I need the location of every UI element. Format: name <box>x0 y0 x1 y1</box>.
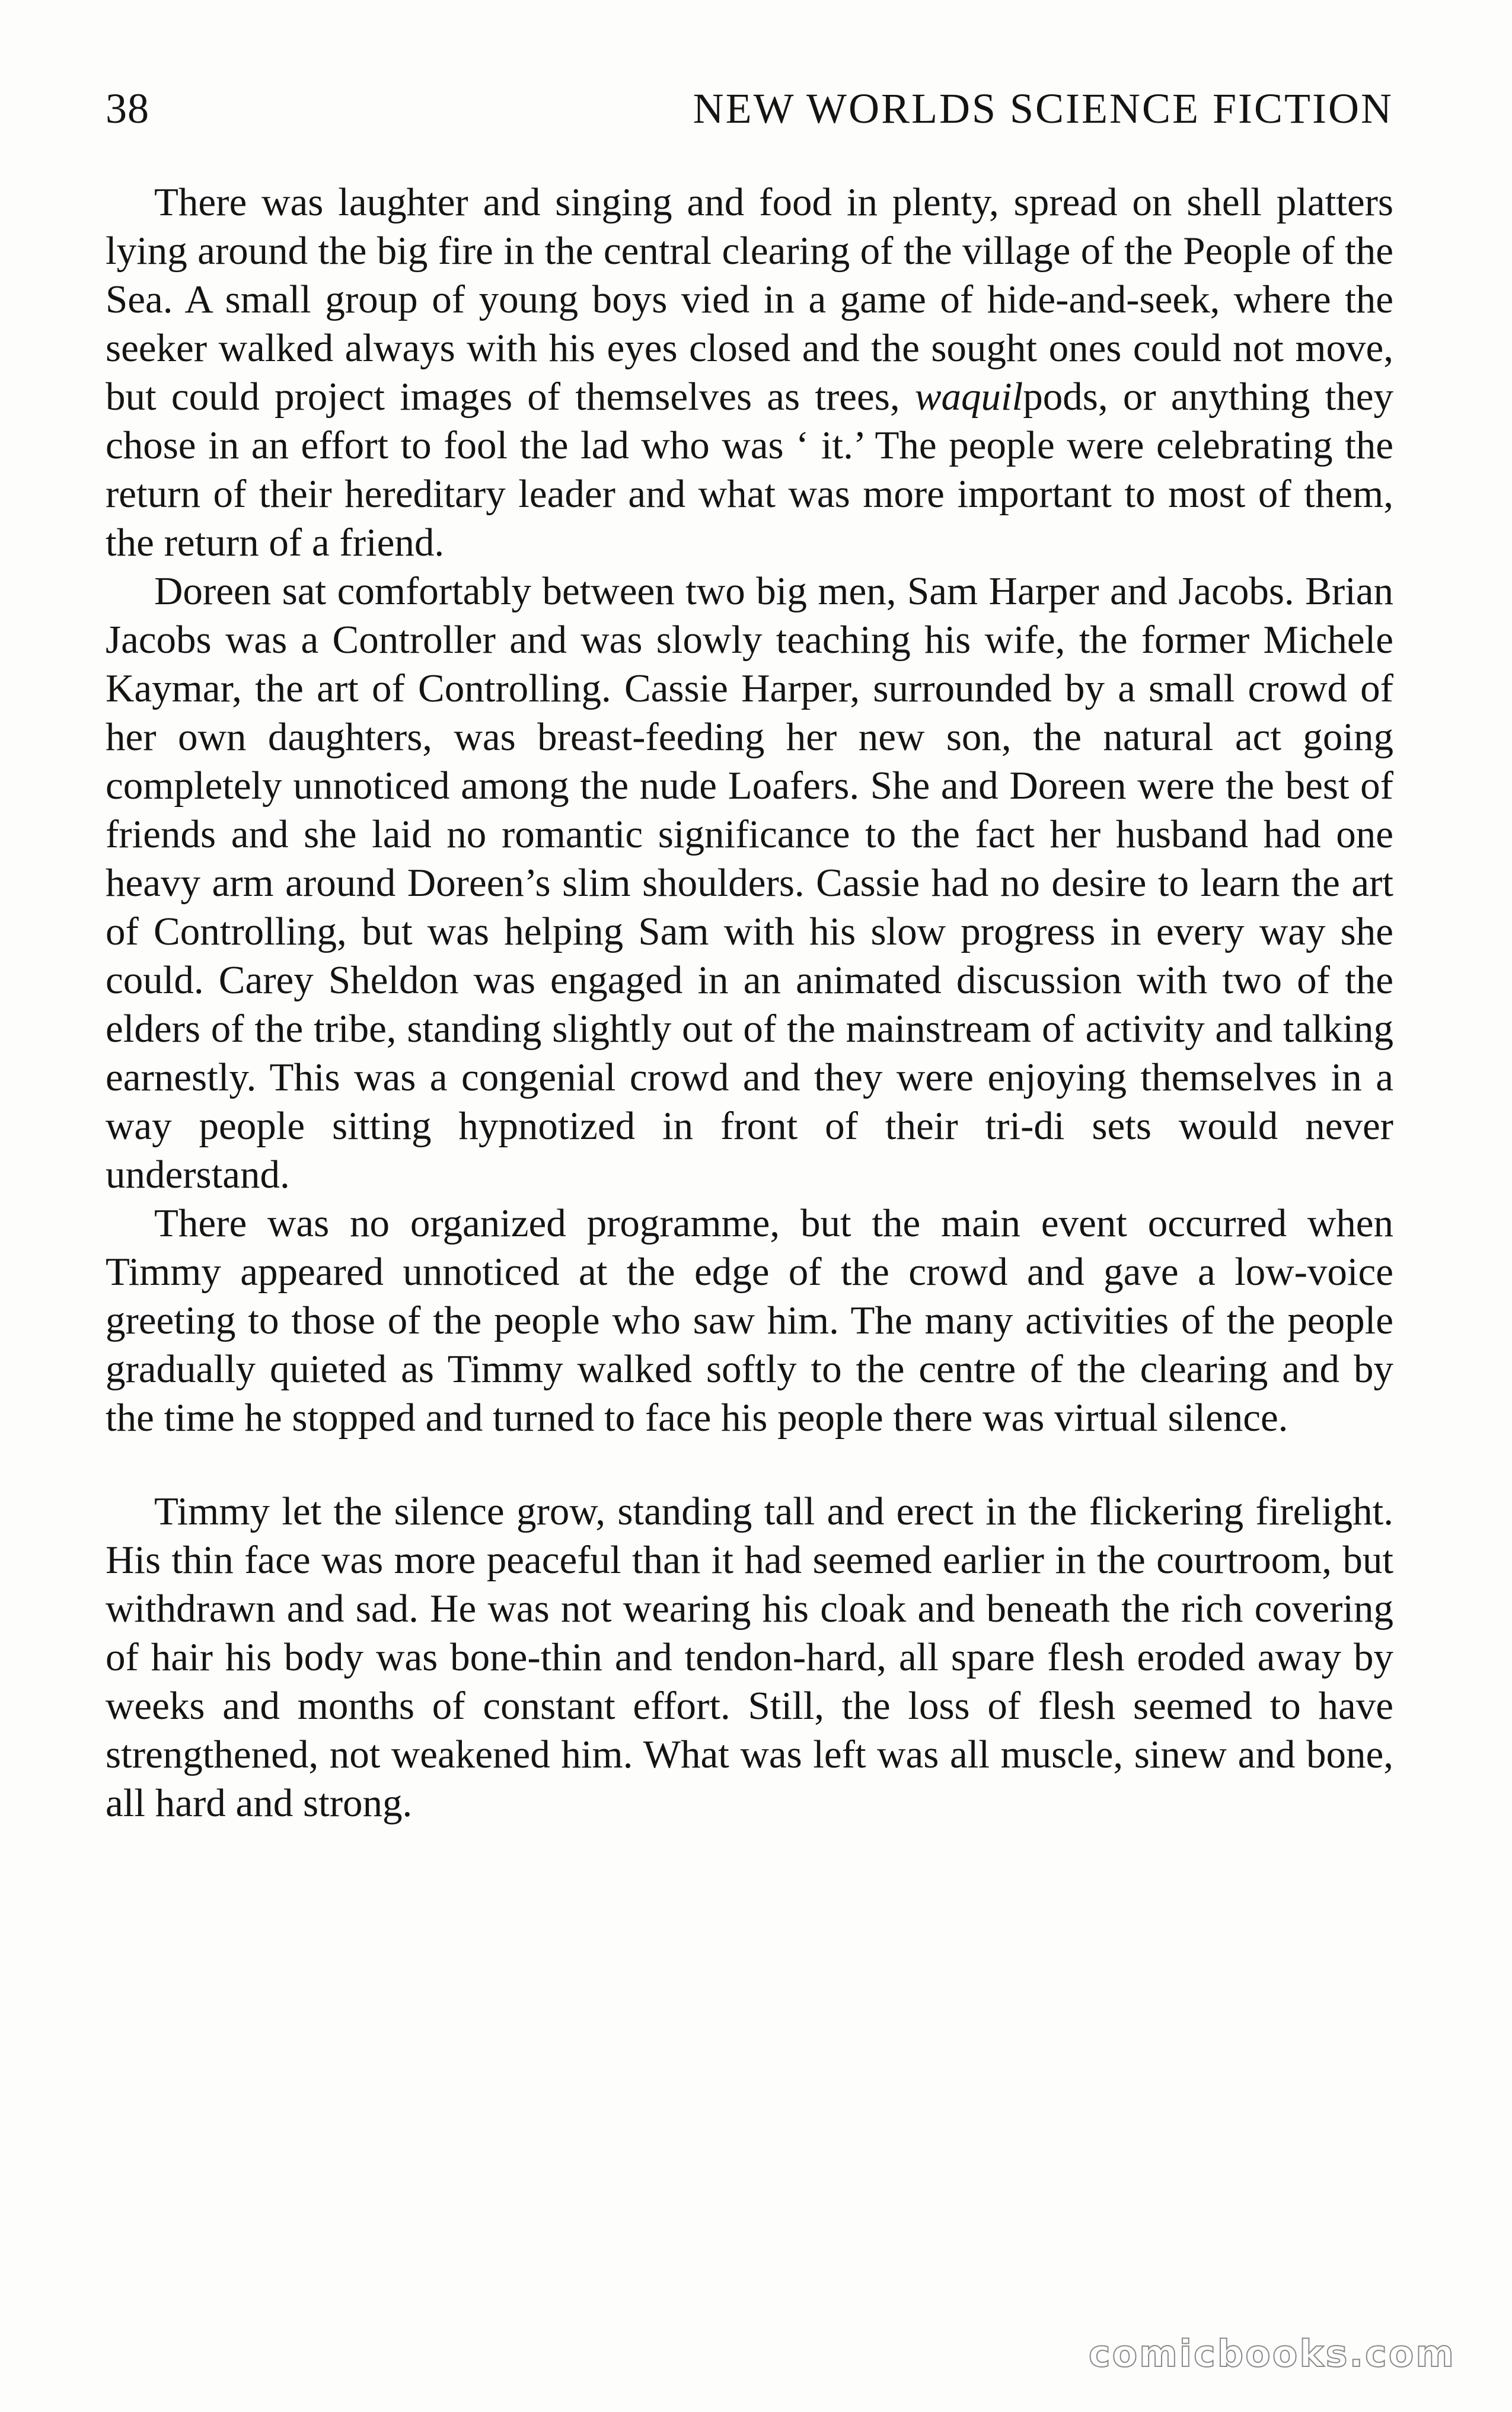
section-break <box>106 1442 1393 1487</box>
paragraph-1-text-after: pods, or anything they chose in an effort to fool the lad who was ‘ it.’ The people were celebrating the return of their hereditary leader and what was more important to most of them, the return of a friend. <box>106 375 1393 564</box>
paragraph-1 <box>106 178 1393 567</box>
paragraph-3: There was no organized programme, but the main event occurred when Timmy appeared unnoticed at the edge of the crowd and gave a low-voice greeting to those of the people who saw him. The many activities of the people gradually quieted as Timmy walked softly to the centre of the clearing and by the time he stopped and turned to face his people there was virtual silence. <box>106 1201 1393 1440</box>
paragraph-1-italic-word: waquil <box>914 375 1023 419</box>
running-title: NEW WORLDS SCIENCE FICTION <box>693 85 1393 132</box>
body-text <box>106 178 1393 1827</box>
paragraph-1-text-before: There was laughter and singing and food in plenty, spread on shell platters lying around the big fire in the central clearing of the village of the People of the Sea. A small group of young boys vied in a game of hide-and-seek, where the seeker walked always with his eyes closed and the sought ones could not move, but could project images of themselves as trees, <box>106 180 1393 419</box>
watermark-logo: comicbooks.com <box>1088 2332 1456 2375</box>
paragraph-2: Doreen sat comfortably between two big men, Sam Harper and Jacobs. Brian Jacobs was a Controller and was slowly teaching his wife, the former Michele Kaymar, the art of Controlling. Cassie Harper, surrounded by a small crowd of her own daughters, was breast-feeding her new son, the natural act going completely unnoticed among the nude Loafers. She and Doreen were the best of friends and she laid no romantic significance to the fact her husband had one heavy arm around Doreen’s slim shoulders. Cassie had no desire to learn the art of Controlling, but was helping Sam with his slow progress in every way she could. Carey Sheldon was engaged in an animated discussion with two of the elders of the tribe, standing slightly out of the mainstream of activity and talking earnestly. This was a congenial crowd and they were enjoying themselves in a way people sitting hypnotized in front of their tri-di sets would never understand. <box>106 569 1393 1197</box>
paragraph-4: Timmy let the silence grow, standing tall and erect in the flickering firelight. His thin face was more peaceful than it had seemed earlier in the courtroom, but withdrawn and sad. He was not wearing his cloak and beneath the rich covering of hair his body was bone-thin and tendon-hard, all spare flesh eroded away by weeks and months of constant effort. Still, the loss of flesh seemed to have strengthened, not weakened him. What was left was all muscle, sinew and bone, all hard and strong. <box>106 1489 1393 1825</box>
page-number: 38 <box>106 85 149 132</box>
page-header <box>106 76 1393 141</box>
